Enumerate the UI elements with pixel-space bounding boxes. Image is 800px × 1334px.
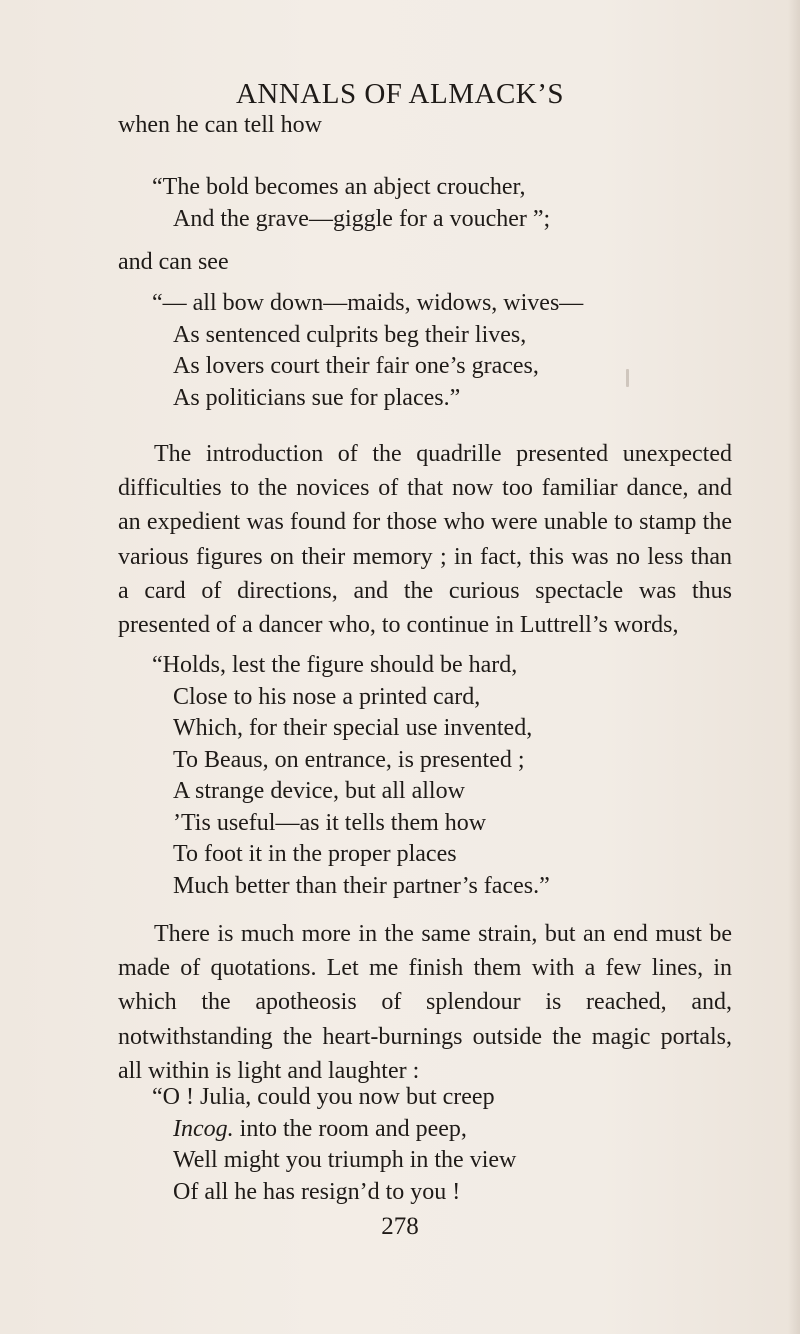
verse-line: “Holds, lest the figure should be hard, (152, 652, 518, 678)
italic-word-incog: Incog. (173, 1115, 234, 1142)
verse-line: Much better than their partner’s faces.” (173, 872, 550, 899)
intro-text-2: and can see (118, 249, 229, 275)
verse-line: Which, for their special use invented, (173, 715, 533, 741)
verse-line: A strange device, but all allow (173, 778, 465, 804)
verse-line: Of all he has resign’d to you ! (173, 1178, 461, 1205)
paragraph-quadrille: The introduction of the quadrille presented unexpected difficulties to the novices of that now too familiar dance, and an expedient was found for those who were unable to stamp the various figures on their memory ; in fact, this was no less than a card of directions, and the curious spectacle was thus presented of a dancer who, to continue in Luttrell’s words, (118, 441, 732, 639)
page-edge-shadow (788, 0, 800, 1334)
verse-line-rest: into the room and peep, (233, 1115, 467, 1142)
verse-line: “O ! Julia, could you now but creep (152, 1084, 495, 1110)
page-number: 278 (381, 1213, 419, 1240)
verse-block-2 (152, 288, 712, 414)
verse-line: As sentenced culprits beg their lives, (173, 321, 527, 348)
verse-line: “— all bow down—maids, widows, wives— (152, 290, 584, 316)
verse-line: To foot it in the proper places (173, 841, 457, 867)
verse-line: Close to his nose a printed card, (173, 683, 481, 710)
intro-text-1: when he can tell how (118, 112, 322, 138)
running-head: ANNALS OF ALMACK’S (235, 78, 565, 110)
verse-line: As politicians sue for places.” (173, 384, 461, 411)
verse-line: ’Tis useful—as it tells them how (173, 809, 487, 836)
verse-line: Well might you triumph in the view (173, 1147, 517, 1173)
verse-line: As lovers court their fair one’s graces, (173, 353, 539, 379)
verse-line: “The bold becomes an abject croucher, (152, 174, 526, 200)
paragraph-quotations: There is much more in the same strain, but an end must be made of quotations. Let me finish them with a few lines, in which the apotheosis of splendour is reached, and, notwithstanding the heart-burnings outside the magic portals, all within is light and laughter : (118, 921, 732, 1084)
verse-block-1 (152, 172, 712, 235)
verse-line: To Beaus, on entrance, is presented ; (173, 746, 525, 773)
verse-block-4 (152, 1082, 712, 1208)
verse-block-3 (152, 650, 712, 902)
verse-line: And the grave—giggle for a voucher ”; (173, 205, 551, 232)
verse-line (152, 1114, 712, 1146)
